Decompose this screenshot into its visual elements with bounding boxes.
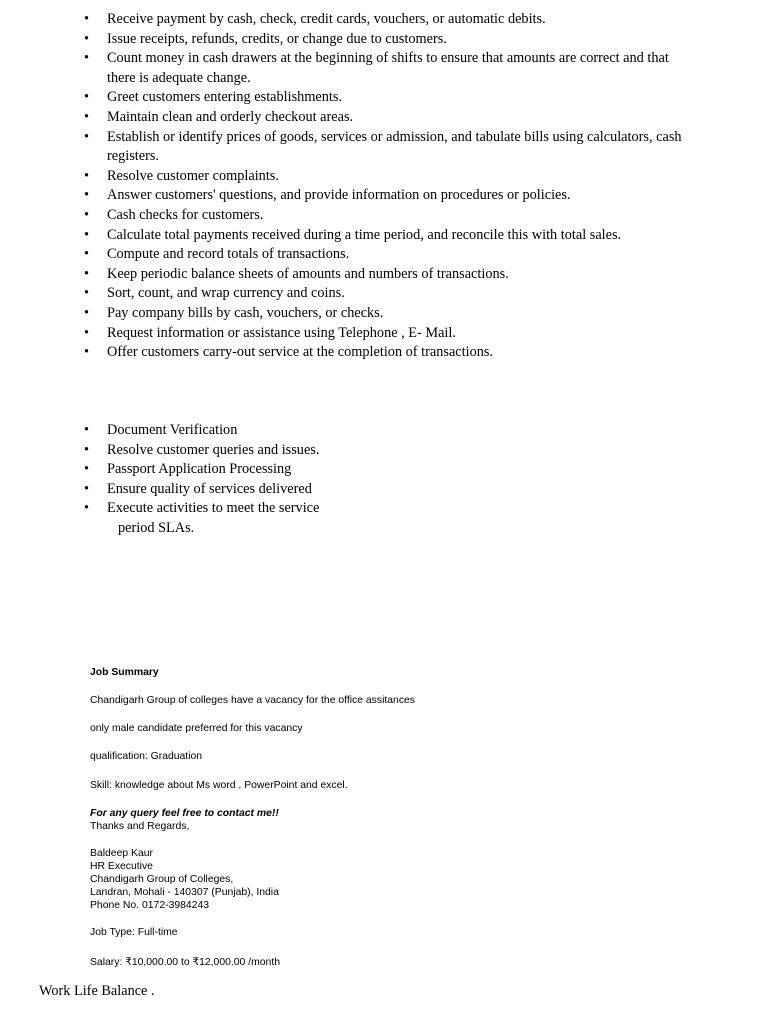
bullet-icon: • — [84, 304, 90, 321]
footer-note: Work Life Balance . — [39, 983, 155, 999]
item-text: Count money in cash drawers at the beginning of shifts to ensure that amounts are correct and that there is adequate change. — [107, 50, 669, 86]
item-text: Receive payment by cash, check, credit cards, vouchers, or automatic debits. — [107, 11, 546, 27]
bullet-icon: • — [84, 89, 90, 106]
skill-text: Skill: knowledge about Ms word , PowerPoint and excel. — [90, 780, 348, 791]
item-text-continuation: period SLAs. — [118, 519, 195, 536]
bullet-icon: • — [84, 246, 90, 263]
bullet-icon: • — [84, 265, 90, 282]
duties-item — [0, 88, 700, 108]
item-text: Keep periodic balance sheets of amounts and numbers of transactions. — [107, 265, 509, 282]
duties-item — [0, 265, 700, 285]
duties-item — [0, 10, 700, 30]
duties-item — [0, 324, 700, 344]
duties-item — [0, 245, 700, 265]
services-item — [0, 460, 420, 480]
duties-item — [0, 343, 700, 363]
item-text: Pay company bills by cash, vouchers, or checks. — [107, 304, 384, 321]
bullet-icon: • — [84, 500, 90, 517]
bullet-icon: • — [84, 285, 90, 302]
bullet-icon: • — [84, 11, 90, 27]
bullet-icon: • — [84, 30, 90, 47]
item-text: Document Verification — [107, 422, 238, 438]
duties-item — [0, 49, 700, 88]
bullet-icon: • — [84, 167, 90, 184]
qualification-text: qualification: Graduation — [90, 751, 203, 762]
item-text: Ensure quality of services delivered — [107, 480, 312, 497]
duties-item — [0, 108, 700, 128]
duties-item — [0, 186, 700, 206]
thanks-text: Thanks and Regards, — [90, 821, 190, 832]
item-text: Passport Application Processing — [107, 461, 292, 478]
contact-line: For any query feel free to contact me!! — [90, 808, 279, 819]
bullet-icon: • — [84, 480, 90, 497]
bullet-icon: • — [84, 206, 90, 223]
duties-item — [0, 284, 700, 304]
preference-text: only male candidate preferred for this vacancy — [90, 723, 303, 734]
contact-name: Baldeep Kaur — [90, 848, 153, 859]
bullet-icon: • — [84, 50, 90, 67]
item-text: Compute and record totals of transactions. — [107, 246, 350, 263]
services-item — [0, 421, 420, 441]
item-text: Answer customers' questions, and provide information on procedures or policies. — [107, 187, 571, 204]
duties-item — [0, 128, 700, 167]
item-text: Maintain clean and orderly checkout areas. — [107, 108, 354, 125]
item-text: Greet customers entering establishments. — [107, 89, 343, 106]
bullet-icon: • — [84, 187, 90, 204]
contact-phone: Phone No. 0172-3984243 — [90, 900, 210, 911]
item-text: Establish or identify prices of goods, services or admission, and tabulate bills using calculators, cash registers. — [107, 128, 682, 165]
duties-item — [0, 304, 700, 324]
services-list — [0, 421, 420, 539]
vacancy-text: Chandigarh Group of colleges have a vacancy for the office assitances — [90, 695, 415, 706]
bullet-icon: • — [84, 324, 90, 341]
item-text: Execute activities to meet the service — [107, 500, 320, 517]
services-item — [0, 499, 420, 538]
services-item — [0, 441, 420, 461]
job-type-text: Job Type: Full-time — [90, 927, 178, 938]
duties-item — [0, 206, 700, 226]
contact-org: Chandigarh Group of Colleges, — [90, 874, 234, 885]
salary-text: Salary: ₹10,000.00 to ₹12,000.00 /month — [90, 957, 280, 968]
duties-list — [0, 10, 700, 363]
contact-title: HR Executive — [90, 861, 153, 872]
bullet-icon: • — [84, 461, 90, 478]
item-text: Sort, count, and wrap currency and coins. — [107, 285, 345, 302]
duties-item — [0, 30, 700, 50]
item-text: Resolve customer complaints. — [107, 167, 279, 184]
item-text: Calculate total payments received during a time period, and reconcile this with total sales. — [107, 226, 622, 243]
duties-item — [0, 167, 700, 187]
bullet-icon: • — [84, 108, 90, 125]
bullet-icon: • — [84, 128, 90, 145]
bullet-icon: • — [84, 422, 90, 438]
contact-address: Landran, Mohali - 140307 (Punjab), India — [90, 887, 279, 898]
bullet-icon: • — [84, 344, 90, 361]
duties-item — [0, 226, 700, 246]
item-text: Request information or assistance using Telephone , E- Mail. — [107, 324, 456, 341]
bullet-icon: • — [84, 441, 90, 458]
job-summary-heading: Job Summary — [90, 667, 159, 678]
item-text: Offer customers carry-out service at the completion of transactions. — [107, 344, 494, 361]
bullet-icon: • — [84, 226, 90, 243]
item-text: Resolve customer queries and issues. — [107, 441, 320, 458]
services-item — [0, 480, 420, 500]
item-text: Issue receipts, refunds, credits, or change due to customers. — [107, 30, 447, 47]
item-text: Cash checks for customers. — [107, 206, 264, 223]
